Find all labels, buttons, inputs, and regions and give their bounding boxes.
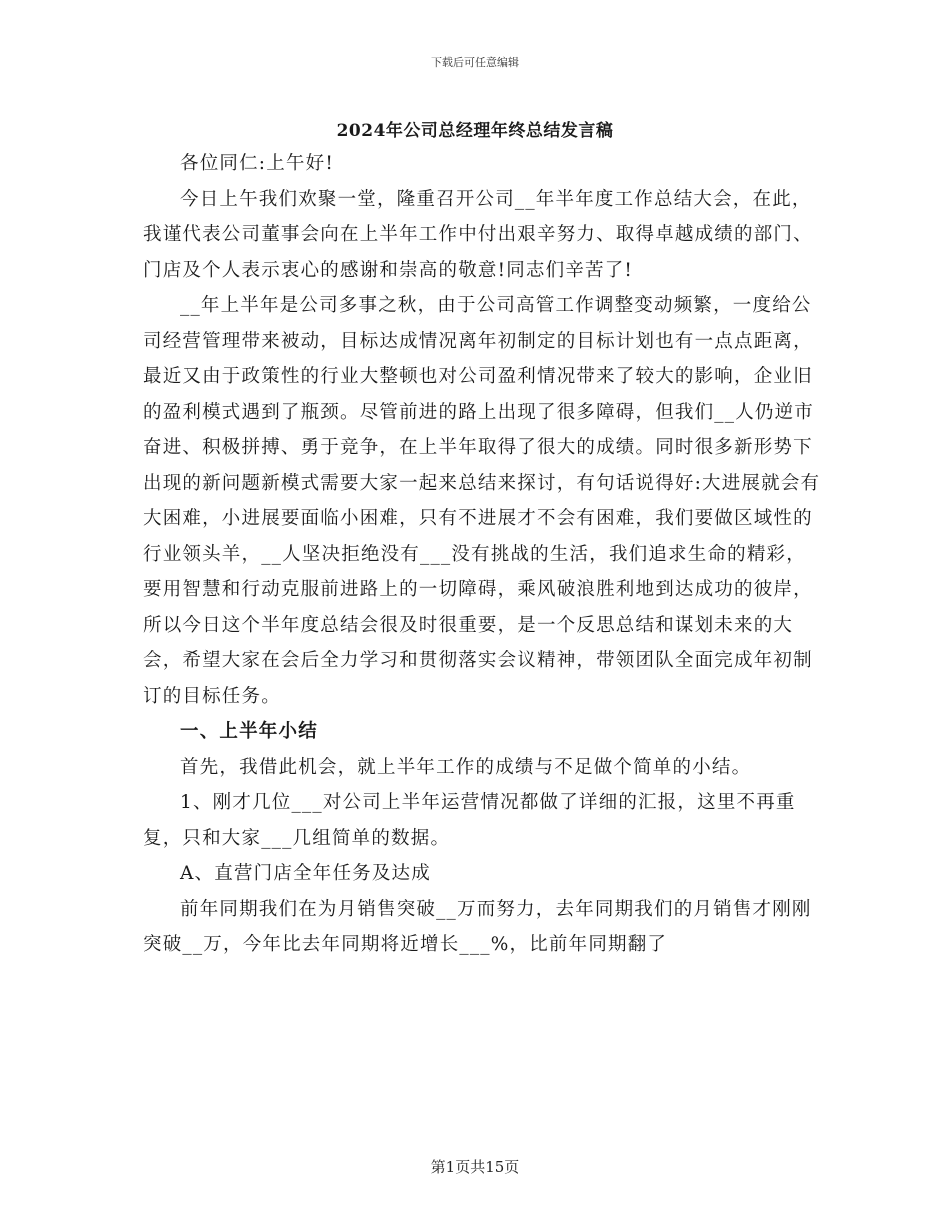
body-paragraph: 前年同期我们在为月销售突破__万而努力，去年同期我们的月销售才刚刚突破__万，今年比去年同期将近增长___%，比前年同期翻了: [143, 898, 812, 955]
body-paragraph: __年上半年是公司多事之秋，由于公司高管工作调整变动频繁，一度给公司经营管理带来被动，目标达成情况离年初制定的目标计划也有一点点距离，最近又由于政策性的行业大整顿也对公司盈利情况带来了较大的影响，企业旧的盈利模式遇到了瓶颈。尽管前进的路上出现了很多障碍，但我们__人仍逆市奋进、积极拼搏、勇于竞争，在上半年取得了很大的成绩。同时很多新形势下出现的新问题新模式需要大家一起来总结来探讨，有句话说得好:大进展就会有大困难，小进展要面临小困难，只有不进展才不会有困难，我们要做区域性的行业领头羊，__人坚决拒绝没有___没有挑战的生活，我们追求生命的精彩，要用智慧和行动克服前进路上的一切障碍，乘风破浪胜利地到达成功的彼岸，所以今日这个半年度总结会很及时很重要，是一个反思总结和谋划未来的大会，希望大家在会后全力学习和贯彻落实会议精神，带领团队全面完成年初制订的目标任务。: [143, 295, 821, 707]
body-paragraph: 首先，我借此机会，就上半年工作的成绩与不足做个简单的小结。: [180, 756, 752, 778]
document-title: 2024年公司总经理年终总结发言稿: [336, 121, 614, 141]
section-heading: 一、上半年小结: [180, 721, 318, 742]
page-header-note: 下载后可任意编辑: [431, 56, 519, 69]
page-number-footer: 第1页共15页: [430, 1158, 520, 1176]
document-body: [143, 146, 823, 963]
subsection-heading: A、直营门店全年任务及达成: [180, 863, 431, 884]
greeting-paragraph: 各位同仁:上午好!: [180, 153, 334, 174]
body-paragraph: 1、刚才几位___对公司上半年运营情况都做了详细的汇报，这里不再重复，只和大家___几组简单的数据。: [143, 792, 796, 849]
body-paragraph: 今日上午我们欢聚一堂，隆重召开公司__年半年度工作总结大会，在此，我谨代表公司董事会向在上半年工作中付出艰辛努力、取得卓越成绩的部门、门店及个人表示衷心的感谢和崇高的敬意!同志们辛苦了!: [143, 188, 813, 281]
